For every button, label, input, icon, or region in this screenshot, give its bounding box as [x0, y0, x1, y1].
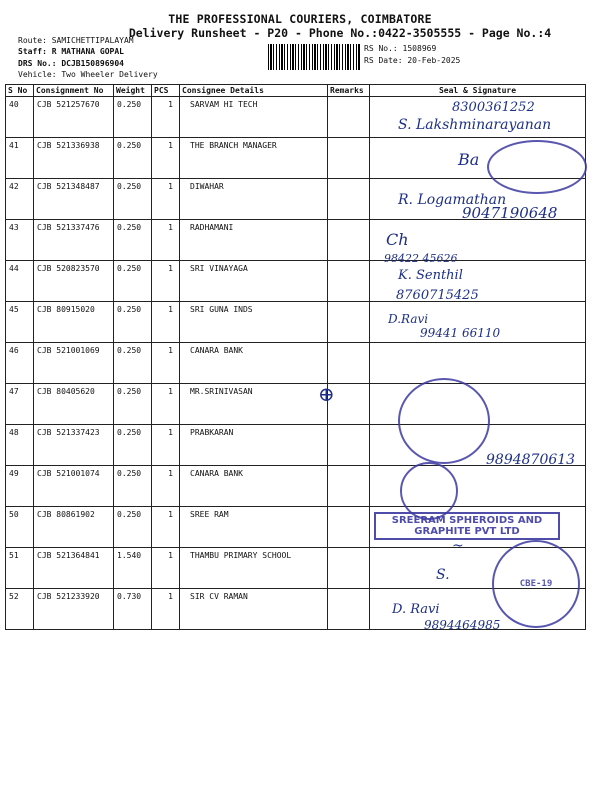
- cell-sno: 47: [6, 384, 34, 425]
- cell-consignee: RADHAMANI: [180, 220, 328, 261]
- cell-consignment-no: CJB 521336938: [34, 138, 114, 179]
- cell-consignment-no: CJB 80861902: [34, 507, 114, 548]
- cell-remarks: [328, 179, 370, 220]
- cell-pcs: 1: [152, 466, 180, 507]
- cell-weight: 0.250: [114, 179, 152, 220]
- cell-remarks: [328, 466, 370, 507]
- cell-sno: 49: [6, 466, 34, 507]
- cell-sno: 45: [6, 302, 34, 343]
- signature-50: ~: [452, 538, 464, 554]
- cell-sno: 43: [6, 220, 34, 261]
- cell-consignee: SRI GUNA INDS: [180, 302, 328, 343]
- cell-remarks: [328, 589, 370, 630]
- cell-sno: 40: [6, 97, 34, 138]
- cell-consignee: DIWAHAR: [180, 179, 328, 220]
- table-header-row: [6, 85, 586, 97]
- runsheet-subtitle: Delivery Runsheet - P20 - Phone No.:0422-3505555 - Page No.:4: [128, 26, 552, 40]
- cell-remarks: [328, 220, 370, 261]
- cell-weight: 0.250: [114, 138, 152, 179]
- signature-phone-40: 8300361252: [452, 100, 535, 115]
- cell-sno: 50: [6, 507, 34, 548]
- cell-weight: 0.250: [114, 425, 152, 466]
- cell-consignee: SARVAM HI TECH: [180, 97, 328, 138]
- cell-pcs: 1: [152, 507, 180, 548]
- cell-sno: 51: [6, 548, 34, 589]
- cell-pcs: 1: [152, 343, 180, 384]
- signature-51: S.: [436, 567, 450, 583]
- drs-label: DRS No.:: [18, 59, 57, 68]
- rs-no-line: [364, 44, 436, 53]
- cell-pcs: 1: [152, 384, 180, 425]
- cell-consignment-no: CJB 521337423: [34, 425, 114, 466]
- signature-43: Ch: [386, 230, 409, 249]
- route-value: SAMICHETTIPALAYAM: [51, 36, 134, 45]
- cell-pcs: 1: [152, 589, 180, 630]
- cell-weight: 0.250: [114, 466, 152, 507]
- cell-pcs: 1: [152, 138, 180, 179]
- table-row: [6, 261, 586, 302]
- cell-sno: 44: [6, 261, 34, 302]
- cell-pcs: 1: [152, 548, 180, 589]
- col-weight: Weight: [114, 85, 152, 97]
- cell-consignee: PRABKARAN: [180, 425, 328, 466]
- cell-remarks: [328, 302, 370, 343]
- cell-remarks: [328, 425, 370, 466]
- cell-seal-signature: [370, 343, 586, 384]
- cell-weight: 0.730: [114, 589, 152, 630]
- cell-consignment-no: CJB 80405620: [34, 384, 114, 425]
- cell-sno: 42: [6, 179, 34, 220]
- cell-weight: 1.540: [114, 548, 152, 589]
- canara-bank-stamp: [398, 378, 490, 464]
- cell-sno: 52: [6, 589, 34, 630]
- company-seal-stamp: SREERAM SPHEROIDS AND GRAPHITE PVT LTD: [374, 512, 560, 540]
- cell-consignment-no: CJB 521364841: [34, 548, 114, 589]
- cell-consignee: SREE RAM: [180, 507, 328, 548]
- cell-consignee: THE BRANCH MANAGER: [180, 138, 328, 179]
- signature-phone-42: 9047190648: [462, 204, 558, 222]
- signature-42: R. Logamathan: [398, 192, 507, 208]
- staff-line: [18, 47, 124, 56]
- cell-consignment-no: CJB 80915020: [34, 302, 114, 343]
- cell-weight: 0.250: [114, 343, 152, 384]
- signature-40: S. Lakshminarayanan: [398, 117, 552, 133]
- route-line: [18, 36, 134, 45]
- signature-52: D. Ravi: [392, 602, 440, 617]
- table-row: [6, 466, 586, 507]
- signature-44: K. Senthil: [398, 268, 463, 283]
- cell-weight: 0.250: [114, 261, 152, 302]
- cell-sno: 48: [6, 425, 34, 466]
- cell-consignee: CANARA BANK: [180, 466, 328, 507]
- cell-consignee: CANARA BANK: [180, 343, 328, 384]
- rs-date-line: [364, 56, 460, 65]
- cell-consignee: SIR CV RAMAN: [180, 589, 328, 630]
- cell-pcs: 1: [152, 261, 180, 302]
- cell-weight: 0.250: [114, 220, 152, 261]
- cell-consignment-no: CJB 521233920: [34, 589, 114, 630]
- cell-consignee: THAMBU PRIMARY SCHOOL: [180, 548, 328, 589]
- cell-remarks: [328, 343, 370, 384]
- col-sno: S No: [6, 85, 34, 97]
- cell-pcs: 1: [152, 179, 180, 220]
- route-label: Route:: [18, 36, 47, 45]
- cell-sno: 41: [6, 138, 34, 179]
- signature-45: D.Ravi: [388, 312, 429, 326]
- cell-weight: 0.250: [114, 384, 152, 425]
- col-remarks: Remarks: [328, 85, 370, 97]
- staff-label: Staff:: [18, 47, 47, 56]
- rs-no-value: 1508969: [402, 44, 437, 53]
- signature-phone-43: 98422 45626: [384, 252, 458, 265]
- col-pcs: PCS: [152, 85, 180, 97]
- col-consignment: Consignment No: [34, 85, 114, 97]
- cell-remarks: [328, 97, 370, 138]
- col-seal: Seal & Signature: [370, 85, 586, 97]
- rs-no-label: RS No.:: [364, 44, 398, 53]
- table-row: [6, 384, 586, 425]
- cell-consignment-no: CJB 520823570: [34, 261, 114, 302]
- signature-phone-44: 8760715425: [396, 288, 479, 303]
- cell-remarks: [328, 507, 370, 548]
- cell-consignment-no: CJB 521348487: [34, 179, 114, 220]
- cell-remarks: [328, 548, 370, 589]
- cell-pcs: 1: [152, 220, 180, 261]
- cell-consignee: MR.SRINIVASAN: [180, 384, 328, 425]
- cell-sno: 46: [6, 343, 34, 384]
- cell-pcs: 1: [152, 425, 180, 466]
- signature-41: Ba: [458, 150, 480, 169]
- cell-consignment-no: CJB 521001069: [34, 343, 114, 384]
- signature-phone-45: 99441 66110: [420, 326, 501, 340]
- vehicle-line: [18, 70, 158, 79]
- drs-value: DCJB150896904: [61, 59, 124, 68]
- vehicle-value: Two Wheeler Delivery: [61, 70, 158, 79]
- table-row: [6, 220, 586, 261]
- col-consignee: Consignee Details: [180, 85, 328, 97]
- school-seal-stamp: CBE-19: [492, 540, 580, 628]
- cell-weight: 0.250: [114, 507, 152, 548]
- cell-remarks: [328, 261, 370, 302]
- cell-consignment-no: CJB 521257670: [34, 97, 114, 138]
- cell-consignee: SRI VINAYAGA: [180, 261, 328, 302]
- signature-47: ⊕: [318, 382, 335, 406]
- runsheet-title: THE PROFESSIONAL COURIERS, COIMBATORE: [168, 12, 432, 26]
- cell-remarks: [328, 138, 370, 179]
- barcode: [268, 44, 360, 70]
- cell-pcs: 1: [152, 302, 180, 343]
- rs-date-value: 20-Feb-2025: [407, 56, 461, 65]
- cell-weight: 0.250: [114, 97, 152, 138]
- cell-consignment-no: CJB 521001074: [34, 466, 114, 507]
- drs-line: [18, 59, 124, 68]
- table-row: [6, 343, 586, 384]
- cell-pcs: 1: [152, 97, 180, 138]
- signature-phone-52: 9894464985: [424, 618, 501, 632]
- cell-weight: 0.250: [114, 302, 152, 343]
- signature-phone-48: 9894870613: [486, 452, 576, 468]
- vehicle-label: Vehicle:: [18, 70, 57, 79]
- bank-seal-stamp: [487, 140, 587, 194]
- rs-date-label: RS Date:: [364, 56, 403, 65]
- staff-value: R MATHANA GOPAL: [51, 47, 124, 56]
- cell-consignment-no: CJB 521337476: [34, 220, 114, 261]
